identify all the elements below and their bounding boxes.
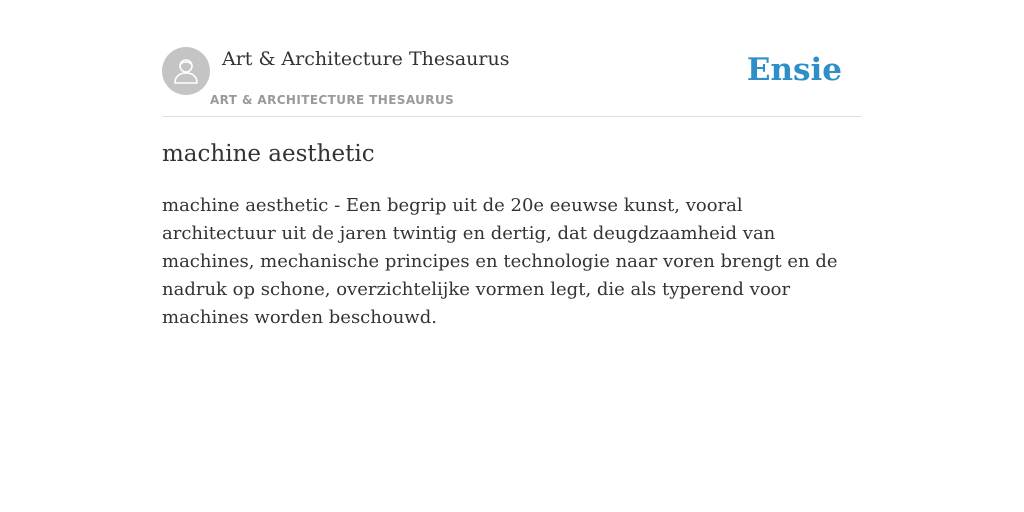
author-subtitle[interactable]: ART & ARCHITECTURE THESAURUS: [210, 93, 455, 107]
brand-logo[interactable]: Ensie: [746, 52, 842, 88]
avatar[interactable]: [162, 47, 210, 95]
author-name[interactable]: Art & Architecture Thesaurus: [222, 48, 510, 70]
entry-header: [162, 47, 862, 117]
entry-title: machine aesthetic: [162, 141, 375, 167]
user-icon: [172, 57, 200, 85]
entry-definition: machine aesthetic - Een begrip uit de 20e eeuwse kunst, vooral architectuur uit de jaren twintig en dertig, dat deugdzaamheid van machines, mechanische principes en technologie naar voren brengt en de nadruk op schone, overzichtelijke vormen legt, die als typerend voor machines worden beschouwd.: [162, 195, 838, 328]
